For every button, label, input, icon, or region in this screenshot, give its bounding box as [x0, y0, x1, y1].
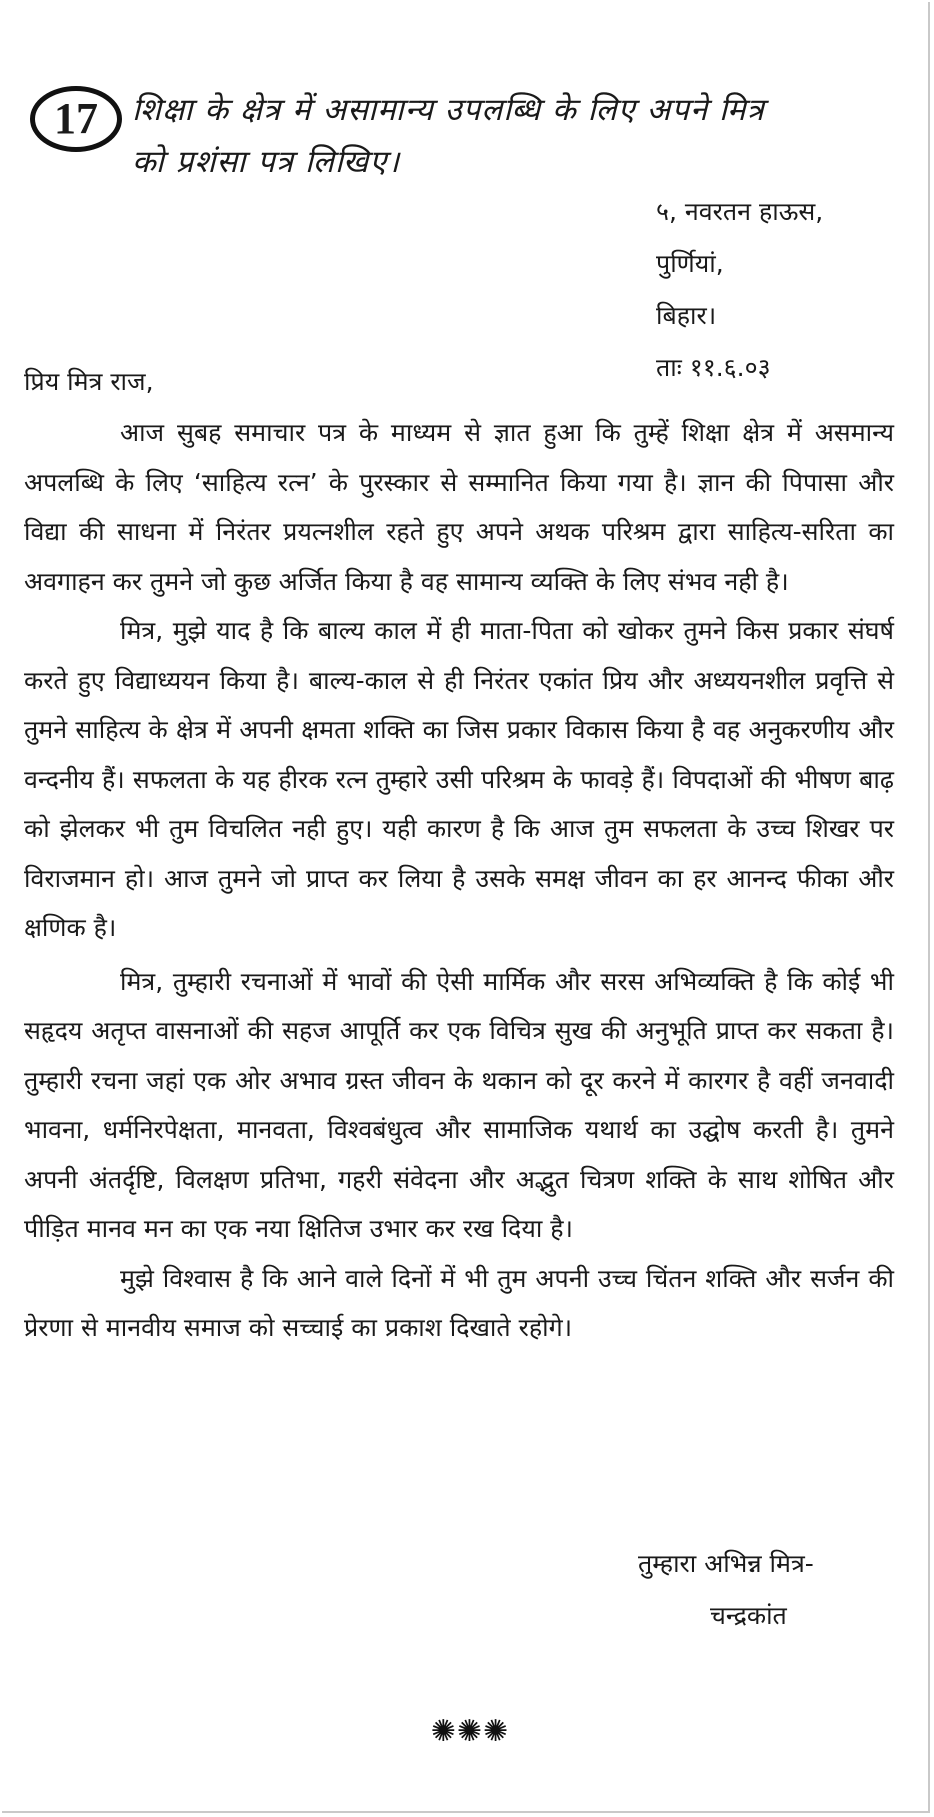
- question-text-line-2: को प्रशंसा पत्र लिखिए।: [132, 144, 401, 180]
- address-line-1: ५, नवरतन हाऊस,: [656, 197, 824, 226]
- question-text-line-1: शिक्षा के क्षेत्र में असामान्य उपलब्धि के लिए अपने मित्र: [132, 92, 765, 128]
- paragraph-4: मुझे विश्वास है कि आने वाले दिनों में भी तुम अपनी उच्च चिंतन शक्ति और सर्जन की प्रेरणा से मानवीय समाज को सच्चाई का प्रकाश दिखाते रहोगे।: [24, 1263, 894, 1342]
- question-number-badge: 17: [30, 86, 122, 152]
- letter-closing: [638, 1538, 814, 1642]
- closing-line: तुम्हारा अभिन्न मित्र-: [638, 1549, 814, 1578]
- salutation: प्रिय मित्र राज,: [24, 367, 154, 396]
- letter-date: ताः ११.६.०३: [656, 353, 771, 382]
- ornament-divider: ✺✺✺: [430, 1714, 510, 1749]
- paragraph-2: मित्र, मुझे याद है कि बाल्य काल में ही माता-पिता को खोकर तुमने किस प्रकार संघर्ष करते हुए विद्याध्ययन किया है। बाल्य-काल से ही निरंतर एकांत प्रिय और अध्ययनशील प्रवृत्ति से तुमने साहित्य के क्षेत्र में अपनी क्षमता शक्ति का जिस प्रकार विकास किया है वह अनुकरणीय और वन्दनीय हैं। सफलता के यह हीरक रत्न तुम्हारे उसी परिश्रम के फावड़े हैं। विपदाओं की भीषण बाढ़ को झेलकर भी तुम विचलित नही हुए। यही कारण है कि आज तुम सफलता के उच्च शिखर पर विराजमान हो। आज तुमने जो प्राप्त कर लिया है उसके समक्ष जीवन का हर आनन्द फीका और क्षणिक है।: [24, 616, 894, 942]
- address-line-3: बिहार।: [656, 301, 717, 330]
- paragraph-3: मित्र, तुम्हारी रचनाओं में भावों की ऐसी मार्मिक और सरस अभिव्यक्ति है कि कोई भी सहृदय अतृप्त वासनाओं की सहज आपूर्ति कर एक विचित्र सुख की अनुभूति प्राप्त कर सकता है। तुम्हारी रचना जहां एक ओर अभाव ग्रस्त जीवन के थकान को दूर करने में कारगर है वहीं जनवादी भावना, धर्मनिरपेक्षता, मानवता, विश्वबंधुत्व और सामाजिक यथार्थ का उद्घोष करती है। तुमने अपनी अंतर्दृष्टि, विलक्षण प्रतिभा, गहरी संवेदना और अद्भुत चित्रण शक्ति के साथ शोषित और पीड़ित मानव मन का एक नया क्षितिज उभार कर रख दिया है।: [24, 966, 894, 1243]
- signature: चन्द्रकांत: [710, 1601, 787, 1630]
- paragraph-1: आज सुबह समाचार पत्र के माध्यम से ज्ञात हुआ कि तुम्हें शिक्षा क्षेत्र में असमान्य अपलब्धि के लिए ‘साहित्य रत्न’ के पुरस्कार से सम्मानित किया गया है। ज्ञान की पिपासा और विद्या की साधना में निरंतर प्रयत्नशील रहते हुए अपने अथक परिश्रम द्वारा साहित्य-सरिता का अवगाहन कर तुमने जो कुछ अर्जित किया है वह सामान्य व्यक्ति के लिए संभव नही है।: [24, 418, 894, 596]
- address-line-2: पुर्णियां,: [656, 249, 724, 278]
- letter-body: [24, 356, 894, 1353]
